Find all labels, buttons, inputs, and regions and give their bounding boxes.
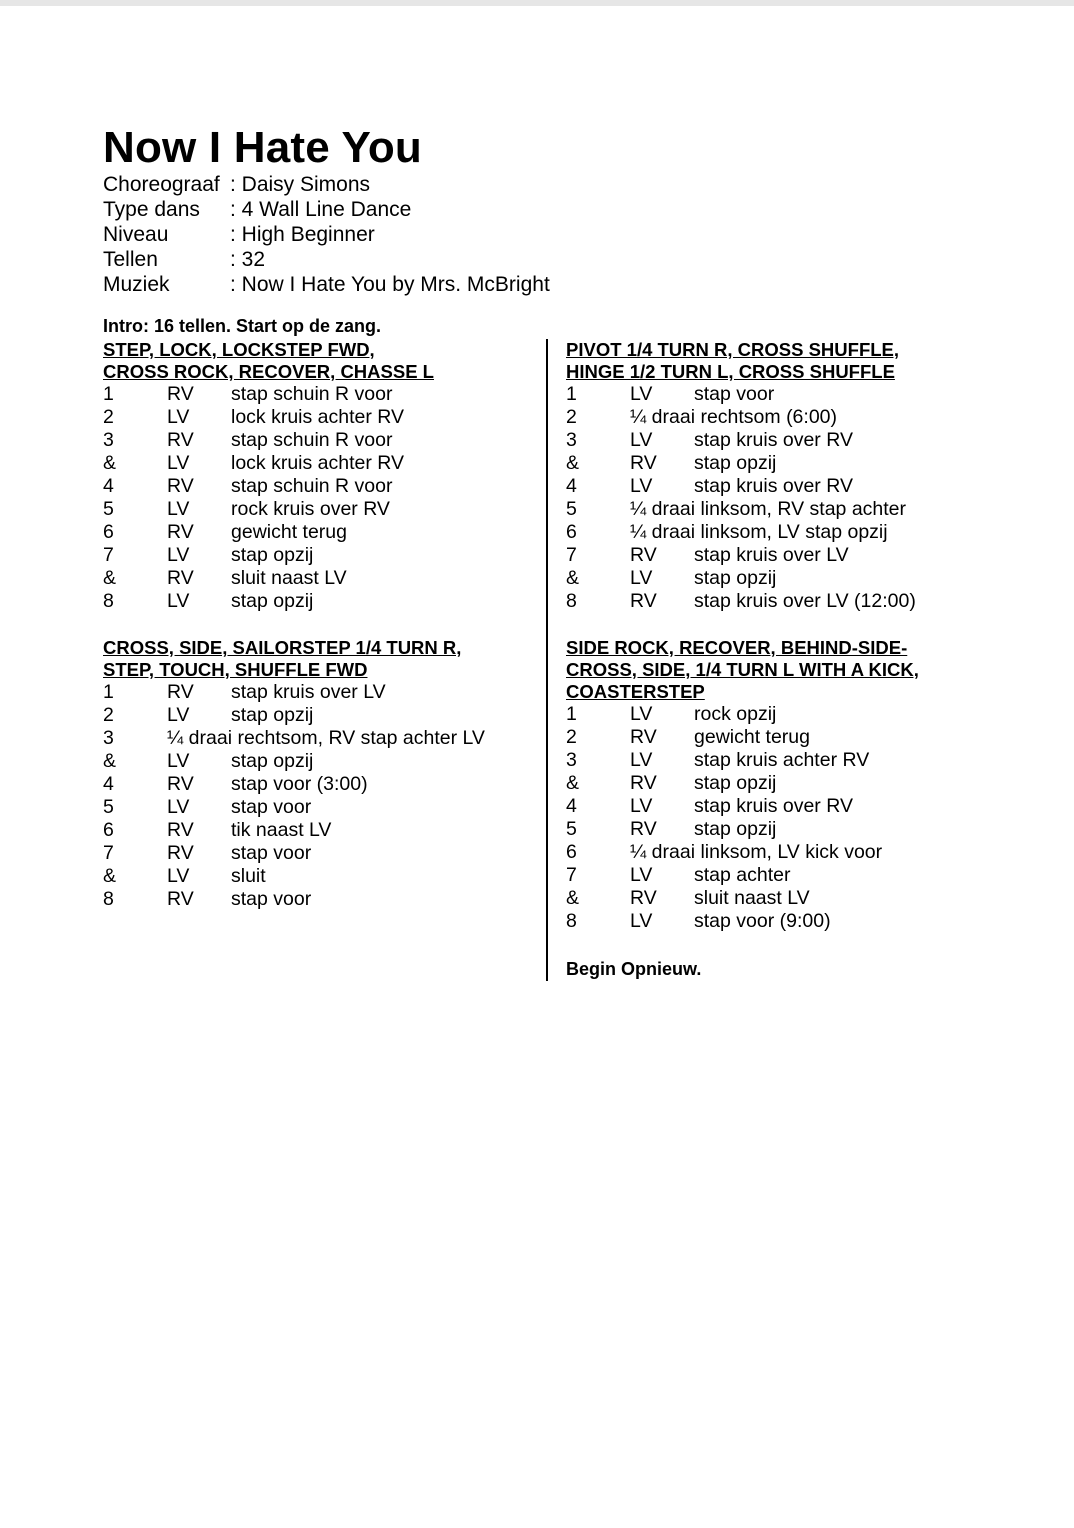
- step-row: [566, 772, 919, 795]
- step-row: [103, 475, 434, 498]
- step-count: &: [566, 452, 580, 474]
- section-title: CROSS ROCK, RECOVER, CHASSE L: [103, 361, 434, 382]
- step-foot: RV: [630, 544, 657, 566]
- step-description: stap kruis over RV: [694, 795, 853, 817]
- step-count: 8: [103, 590, 114, 612]
- step-description: tik naast LV: [231, 819, 332, 841]
- step-row: [566, 795, 919, 818]
- step-count: 3: [103, 727, 114, 749]
- step-description: stap schuin R voor: [231, 475, 393, 497]
- step-count: 7: [566, 864, 577, 886]
- step-count: 3: [103, 429, 114, 451]
- step-count: 6: [566, 521, 577, 543]
- step-description: stap schuin R voor: [231, 383, 393, 405]
- step-foot: LV: [167, 498, 190, 520]
- step-description: stap kruis over LV (12:00): [694, 590, 916, 612]
- step-foot: LV: [630, 383, 653, 405]
- step-description: ¼ draai linksom, LV stap opzij: [630, 521, 888, 543]
- step-count: 6: [103, 521, 114, 543]
- step-foot: LV: [167, 750, 190, 772]
- step-foot: RV: [167, 429, 194, 451]
- step-row: [103, 888, 461, 911]
- info-row: [103, 272, 550, 297]
- info-row: [103, 197, 550, 222]
- step-foot: LV: [167, 796, 190, 818]
- info-label: Niveau: [103, 223, 169, 246]
- step-row: [566, 590, 916, 613]
- step-row: [566, 726, 919, 749]
- step-count: 1: [566, 703, 577, 725]
- section-pivot-cross-shuffle: [566, 339, 916, 613]
- step-description: gewicht terug: [231, 521, 347, 543]
- step-row: [103, 498, 434, 521]
- top-bar: [0, 0, 1074, 6]
- step-foot: RV: [630, 772, 657, 794]
- step-count: 8: [566, 910, 577, 932]
- info-row: [103, 247, 550, 272]
- step-foot: RV: [630, 887, 657, 909]
- step-count: 1: [103, 681, 114, 703]
- step-row: [566, 383, 899, 406]
- step-foot: RV: [630, 818, 657, 840]
- step-row: [566, 887, 919, 910]
- step-count: 6: [566, 841, 577, 863]
- step-description: stap opzij: [694, 567, 777, 589]
- step-description: stap voor: [231, 888, 312, 910]
- step-row: [566, 818, 919, 841]
- step-row: [103, 429, 434, 452]
- step-description: stap opzij: [694, 772, 777, 794]
- section-title: PIVOT 1/4 TURN R, CROSS SHUFFLE,: [566, 339, 900, 360]
- info-value: : 32: [230, 248, 266, 271]
- step-description: stap kruis over RV: [694, 429, 853, 451]
- step-description: rock kruis over RV: [231, 498, 390, 520]
- section-title: COASTERSTEP: [566, 681, 705, 702]
- step-description: stap opzij: [694, 818, 777, 840]
- step-foot: RV: [167, 888, 194, 910]
- step-count: 4: [103, 475, 114, 497]
- step-row: [566, 567, 899, 590]
- step-count: 8: [103, 888, 114, 910]
- intro-text: Intro: 16 tellen. Start op de zang.: [103, 316, 382, 336]
- step-count: 6: [103, 819, 114, 841]
- step-row: [103, 773, 461, 796]
- step-foot: LV: [630, 475, 653, 497]
- step-foot: LV: [630, 749, 653, 771]
- step-description: stap opzij: [231, 544, 314, 566]
- step-count: 4: [566, 475, 577, 497]
- step-count: 7: [566, 544, 577, 566]
- step-row: [103, 796, 461, 819]
- step-description: ¼ draai linksom, RV stap achter: [630, 498, 907, 520]
- step-row: [103, 842, 461, 865]
- info-row: [103, 222, 550, 247]
- step-description: gewicht terug: [694, 726, 810, 748]
- step-count: 1: [103, 383, 114, 405]
- info-label: Type dans: [103, 198, 200, 221]
- step-description: rock opzij: [694, 703, 777, 725]
- step-count: 5: [566, 818, 577, 840]
- section-title: STEP, LOCK, LOCKSTEP FWD,: [103, 339, 375, 360]
- step-description: stap opzij: [231, 750, 314, 772]
- step-description: ¼ draai rechtsom (6:00): [630, 406, 838, 428]
- step-count: 2: [566, 406, 577, 428]
- step-foot: RV: [630, 590, 657, 612]
- step-foot: RV: [167, 842, 194, 864]
- section-title: CROSS, SIDE, SAILORSTEP 1/4 TURN R,: [103, 637, 462, 658]
- step-row: [103, 567, 434, 590]
- step-foot: RV: [167, 819, 194, 841]
- step-description: ¼ draai rechtsom, RV stap achter LV: [167, 727, 485, 749]
- step-description: stap opzij: [231, 704, 314, 726]
- step-count: &: [103, 452, 117, 474]
- step-description: stap voor: [231, 842, 312, 864]
- step-description: stap voor (3:00): [231, 773, 368, 795]
- info-value: : High Beginner: [230, 223, 375, 246]
- info-value: : Daisy Simons: [230, 173, 371, 196]
- section-title: HINGE 1/2 TURN L, CROSS SHUFFLE: [566, 361, 895, 382]
- step-row: [566, 749, 919, 772]
- step-description: lock kruis achter RV: [231, 452, 405, 474]
- column-divider: [546, 339, 548, 981]
- step-row: [103, 521, 434, 544]
- section-side-rock-coaster: [566, 637, 919, 933]
- info-label: Muziek: [103, 273, 170, 296]
- step-row: [103, 865, 461, 888]
- step-count: &: [566, 887, 580, 909]
- step-row: [103, 544, 434, 567]
- step-count: 7: [103, 544, 114, 566]
- step-row: [566, 406, 899, 429]
- step-description: stap kruis achter RV: [694, 749, 870, 771]
- step-count: &: [103, 865, 117, 887]
- info-value: : 4 Wall Line Dance: [230, 198, 412, 221]
- step-count: 2: [103, 406, 114, 428]
- step-description: stap kruis over LV: [694, 544, 849, 566]
- step-count: 3: [566, 749, 577, 771]
- step-row: [103, 819, 461, 842]
- step-foot: LV: [167, 406, 190, 428]
- step-row: [103, 704, 461, 727]
- step-description: stap voor (9:00): [694, 910, 831, 932]
- step-row: [566, 841, 919, 864]
- step-foot: LV: [167, 590, 190, 612]
- step-row: [103, 681, 461, 704]
- step-foot: LV: [167, 452, 190, 474]
- step-description: stap opzij: [694, 452, 777, 474]
- step-description: sluit: [231, 865, 266, 887]
- step-foot: RV: [167, 773, 194, 795]
- step-count: 5: [103, 796, 114, 818]
- restart-note: Begin Opnieuw.: [566, 959, 702, 979]
- step-count: 3: [566, 429, 577, 451]
- step-foot: RV: [630, 726, 657, 748]
- step-count: 4: [566, 795, 577, 817]
- step-description: stap kruis over LV: [231, 681, 386, 703]
- step-foot: LV: [167, 704, 190, 726]
- section-title: CROSS, SIDE, 1/4 TURN L WITH A KICK,: [566, 659, 919, 680]
- step-count: &: [566, 772, 580, 794]
- step-row: [566, 544, 899, 567]
- step-count: 2: [566, 726, 577, 748]
- step-foot: LV: [630, 864, 653, 886]
- step-count: 4: [103, 773, 114, 795]
- step-count: &: [103, 750, 117, 772]
- step-description: stap opzij: [231, 590, 314, 612]
- step-row: [566, 703, 919, 726]
- step-foot: LV: [630, 567, 653, 589]
- step-count: 5: [103, 498, 114, 520]
- step-description: stap voor: [694, 383, 775, 405]
- step-foot: LV: [167, 865, 190, 887]
- step-count: 5: [566, 498, 577, 520]
- info-label: Tellen: [103, 248, 158, 271]
- step-row: [103, 406, 434, 429]
- step-row: [566, 429, 899, 452]
- step-description: stap kruis over RV: [694, 475, 853, 497]
- section-step-lock: [103, 339, 434, 613]
- step-description: stap voor: [231, 796, 312, 818]
- step-foot: RV: [167, 521, 194, 543]
- step-description: stap schuin R voor: [231, 429, 393, 451]
- step-foot: LV: [630, 795, 653, 817]
- step-foot: RV: [167, 567, 194, 589]
- step-description: stap achter: [694, 864, 791, 886]
- step-count: 1: [566, 383, 577, 405]
- step-count: &: [566, 567, 580, 589]
- step-row: [566, 910, 919, 933]
- step-count: 2: [103, 704, 114, 726]
- step-description: sluit naast LV: [694, 887, 810, 909]
- step-description: sluit naast LV: [231, 567, 347, 589]
- step-row: [103, 590, 434, 613]
- info-label: Choreograaf: [103, 173, 220, 196]
- section-title: SIDE ROCK, RECOVER, BEHIND-SIDE-: [566, 637, 908, 658]
- step-row: [103, 452, 434, 475]
- info-value: : Now I Hate You by Mrs. McBright: [230, 273, 550, 296]
- step-count: 7: [103, 842, 114, 864]
- step-foot: RV: [167, 475, 194, 497]
- step-row: [566, 452, 899, 475]
- step-foot: LV: [630, 910, 653, 932]
- step-foot: LV: [630, 703, 653, 725]
- step-count: &: [103, 567, 117, 589]
- info-row: [103, 172, 550, 197]
- step-row: [566, 864, 919, 887]
- step-foot: RV: [167, 681, 194, 703]
- section-cross-side-sailor: [103, 637, 485, 911]
- step-foot: RV: [630, 452, 657, 474]
- step-foot: LV: [630, 429, 653, 451]
- step-row: [103, 727, 485, 750]
- step-row: [566, 475, 899, 498]
- step-row: [103, 383, 434, 406]
- section-title: STEP, TOUCH, SHUFFLE FWD: [103, 659, 368, 680]
- step-foot: LV: [167, 544, 190, 566]
- step-foot: RV: [167, 383, 194, 405]
- step-row: [103, 750, 461, 773]
- step-row: [566, 498, 907, 521]
- step-description: lock kruis achter RV: [231, 406, 405, 428]
- dance-info: [103, 172, 550, 297]
- step-count: 8: [566, 590, 577, 612]
- step-description: ¼ draai linksom, LV kick voor: [630, 841, 883, 863]
- step-row: [566, 521, 899, 544]
- dance-title: Now I Hate You: [103, 123, 422, 172]
